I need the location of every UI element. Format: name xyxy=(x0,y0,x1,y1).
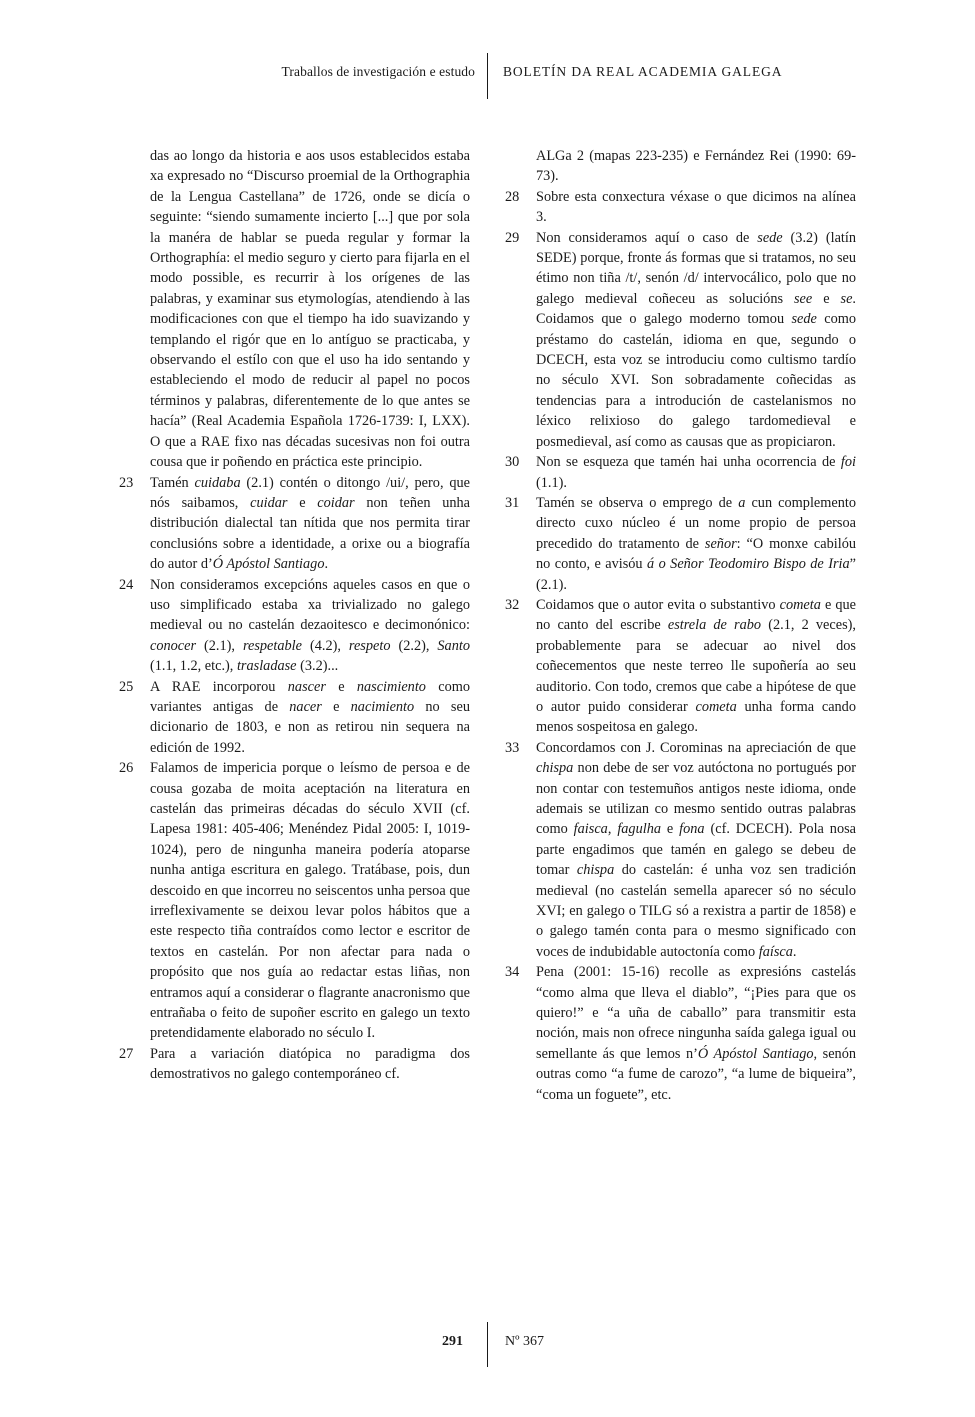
footnote-26 xyxy=(116,758,470,1044)
footnote-number: 28 xyxy=(505,188,520,205)
footnote-32 xyxy=(502,595,856,738)
italic-term: nacimiento xyxy=(350,698,415,715)
footnote-text: : “O monxe cabilóu no conto, e avisóu xyxy=(536,535,857,573)
footnote-list-left xyxy=(116,473,470,1085)
footnote-text: e xyxy=(321,698,351,715)
italic-term: nascimiento xyxy=(356,678,426,695)
footnote-text: cun complemento directo cuxo núcleo é un nome propio de persoa precedido do tratamento de xyxy=(536,494,856,552)
italic-term: sede xyxy=(791,311,817,328)
footnote-text: Pena (2001: 15-16) recolle as expresións castelás “como alma que lleva el diablo”, “¡Pies para que os quiero!” e “a uña de caballo” para transmitir esta noción, mais non ofrece ningunha saída galega igual ou semellante ás que lemos n’ xyxy=(536,964,856,1062)
footnote-text: (4.2), xyxy=(302,637,349,654)
footnote-number: 31 xyxy=(505,494,520,511)
footnote-number: 34 xyxy=(505,964,520,981)
footnote-text: Sobre esta conxectura véxase o que dicimos na alínea 3. xyxy=(536,188,856,226)
italic-term: trasladase xyxy=(236,658,297,675)
footnote-text: e xyxy=(661,821,680,838)
footnote-number: 25 xyxy=(119,678,134,695)
footnote-text: como préstamo do castelán, idioma en que, segundo o DCECH, esta voz se introduciu como cultismo tardío no século XVI. Son sobradamente coñecidas as tendencias para a introdución de castelanismos no léxico relixioso do galego tardomedieval e posmedieval, así como as causas que as propiciaron. xyxy=(536,311,857,450)
footnote-text: (2.1), xyxy=(196,637,243,654)
footnote-number: 30 xyxy=(505,454,520,471)
footnote-number: 23 xyxy=(119,474,134,491)
footnote-text: . xyxy=(324,556,329,573)
footnote-number: 24 xyxy=(119,576,134,593)
italic-term: cuidar xyxy=(250,494,288,511)
footnote-text: Non consideramos aquí o caso de xyxy=(536,229,758,246)
italic-term: a xyxy=(738,494,746,511)
italic-term: fona xyxy=(679,821,705,838)
footnote-text: ” (2.1). xyxy=(536,556,856,593)
footnote-29 xyxy=(502,228,856,452)
footnote-27 xyxy=(116,1044,470,1085)
issue-number: Nº 367 xyxy=(505,1334,544,1349)
footnote-number: 27 xyxy=(119,1045,134,1062)
footnote-30 xyxy=(502,452,856,493)
footnote-text: e xyxy=(325,678,357,695)
footnote-text: (2.1, 2 veces), probablemente para se adecuar ao nivel dos coñecementos que neste terreo lle supoñería ao seu auditorio. Con todo, cremos que cabe a hipótese de que o autor puido considerar xyxy=(536,617,856,715)
italic-term: respeto xyxy=(348,637,391,654)
footnote-text: . xyxy=(792,943,797,960)
italic-term: Santo xyxy=(437,637,470,654)
italic-term: Ó Apóstol Santiago xyxy=(212,556,325,573)
footer-divider xyxy=(487,1322,488,1367)
running-header-section: Traballos de investigación e estudo xyxy=(281,64,475,79)
footnote-text: , xyxy=(607,821,618,838)
italic-term: se xyxy=(840,290,853,307)
footnote-text: Non se esqueza que tamén hai unha ocorrencia de xyxy=(536,454,841,471)
page-number: 291 xyxy=(442,1334,463,1349)
italic-term: cuidaba xyxy=(194,474,241,491)
italic-term: cometa xyxy=(695,698,737,715)
italic-term: nascer xyxy=(287,678,326,695)
footnote-text: (2.2), xyxy=(390,637,438,654)
italic-term: faisca xyxy=(573,821,608,838)
italic-term: foi xyxy=(840,454,856,471)
footnote-28 xyxy=(502,187,856,228)
italic-term: á o Señor Teodomiro Bispo de Iria xyxy=(647,556,850,573)
footnote-text: e que no canto del escribe xyxy=(536,596,857,634)
footnote-text: non debe de ser voz autóctona no portugués por non contar con testemuños antigos neste idioma, onde ademais se utilizan co mesmo sentido outras palabras como xyxy=(536,760,856,838)
footnote-text: (3.2)... xyxy=(296,658,339,675)
footnote-text: (1.1, 1.2, etc.), xyxy=(150,658,237,675)
footnote-text: Tamén xyxy=(150,474,195,491)
italic-term: sede xyxy=(757,229,783,246)
footnote-continuation: das ao longo da historia e aos usos establecidos estaba xa expresado no “Discurso proemial de la Orthographia de la Lengua Castellana” de 1726, onde se dicía o seguinte: “siendo sumamente incierto [...] que por sola la manéra de hablar se pueda regular y formar la Orthographía: el medio seguro y cierto para fijarla en el modo possible, es recurrir à los orígenes de las palabras, y examinar sus etymologías, atendiendo à las modificaciones con que el tiempo ha ido suavizando y templando el rigór que en lo antíguo se practicaba, y observando el estílo con que el uso ha ido sentando y estableciendo el modo de reducir al papel no pocos términos y palabras, diferentemente de lo que antes se hacía” (Real Academia Española 1726-1739: I, LXX). O que a RAE fixo nas décadas sucesivas non foi outra cousa que ir poñendo en práctica este principio. xyxy=(150,148,470,471)
italic-term: chispa xyxy=(536,760,574,777)
footnote-text: Coidamos que o autor evita o substantivo xyxy=(536,596,780,613)
footnote-text: Tamén se observa o emprego de xyxy=(536,494,739,511)
footnote-text: A RAE incorporou xyxy=(150,678,288,695)
footnote-text: (cf. DCECH). Pola nosa parte engadimos que tamén en galego se debeu de tomar xyxy=(536,821,857,879)
running-header-journal: BOLETÍN DA REAL ACADEMIA GALEGA xyxy=(503,64,783,79)
footnote-25 xyxy=(116,677,470,759)
footnote-number: 32 xyxy=(505,596,520,613)
italic-term: coidar xyxy=(317,494,355,511)
footnote-text: non teñen unha distribución dialectal tan nítida que nos permita tirar conclusións sobre a identidade, a orixe ou a biografía do autor d’ xyxy=(150,494,471,573)
footnote-text: unha forma cando menos sospeitosa en galego. xyxy=(536,698,856,736)
footnote-continuation: ALGa 2 (mapas 223-235) e Fernández Rei (1990: 69-73). xyxy=(536,148,856,185)
footnote-33 xyxy=(502,738,856,962)
footnote-31 xyxy=(502,493,856,595)
footnote-text: . Coidamos que o galego moderno tomou xyxy=(536,290,856,328)
footnote-text: e xyxy=(287,494,318,511)
italic-term: señor xyxy=(704,535,737,552)
footnotes-right-column xyxy=(502,146,856,1105)
footnote-text: e xyxy=(812,290,841,307)
footnote-text: (3.2) (latín SEDE) porque, fronte ás formas que si tratamos, no seu étimo non tiña /t/, senón /d/ intervocálico, polo que no galego medieval coñeceu as solucións xyxy=(536,229,857,307)
footnote-list-right xyxy=(502,187,856,1105)
footnote-24 xyxy=(116,575,470,677)
footnote-text: como variantes antigas de xyxy=(150,678,470,715)
italic-term: chispa xyxy=(576,862,615,879)
italic-term: nacer xyxy=(289,698,322,715)
footnote-text: Concordamos con J. Corominas na apreciación de que xyxy=(536,739,856,756)
footnote-text: do castelán: é unha voz sen tradición medieval (no castelán semella aparecer só no século XVI; en galego o TILG só a rexistra a partir de 1858) e o galego tamén conta para o mesmo significado con voces de indubidable autoctonía como xyxy=(536,862,856,960)
footnote-number: 33 xyxy=(505,739,520,756)
italic-term: conocer xyxy=(150,637,197,654)
footnote-34 xyxy=(502,962,856,1105)
italic-term: Ó Apóstol Santiago xyxy=(697,1045,814,1062)
footnote-text: (2.1) contén o ditongo /ui/, pero, que nós saibamos, xyxy=(150,474,470,511)
header-divider xyxy=(487,53,488,99)
italic-term: cometa xyxy=(779,596,821,613)
footnote-text: Para a variación diatópica no paradigma dos demostrativos no galego contemporáneo cf. xyxy=(150,1045,470,1083)
footnote-text: (1.1). xyxy=(536,474,567,491)
footnote-number: 26 xyxy=(119,760,134,777)
italic-term: fagulha xyxy=(617,821,661,838)
footnote-number: 29 xyxy=(505,229,520,246)
italic-term: faísca xyxy=(758,943,793,960)
footnote-text: Falamos de impericia porque o leísmo de persoa e de cousa gozaba de moita aceptación na literatura en castelán das primeiras décadas do século XVII (cf. Lapesa 1981: 405-406; Menéndez Pidal 2005: I, 1019-1024), pero de ningunha maneira podería atoparse nunha antiga escritura en galego. Tratábase, pois, dun descoido en que incorreu no seiscentos unha persoa que irreflexivamente se deixou levar polos hábitos que a este respecto tiña contraídos como lector e escritor de textos en castelán. Por non afectar para nada o propósito que nos guía ao redactar estas liñas, non entramos aquí a considerar o flagrante anacronismo que entrañaba o feito de supoñer escrito en galego un texto pretendidamente elaborado no século I. xyxy=(150,760,470,1042)
italic-term: see xyxy=(793,290,813,307)
italic-term: estrela de rabo xyxy=(667,617,762,634)
footnote-text: , senón outras como “a fume de carozo”, “a lume de biqueira”, “coma un foguete”, etc. xyxy=(536,1045,856,1103)
footnote-text: Non consideramos excepcións aqueles casos en que o uso simplificado estaba xa trivializado no galego medieval ou no castelán dezaoitesco e decimonónico: xyxy=(150,576,470,634)
footnote-text: no seu dicionario de 1803, e non as retirou nin sequera na edición de 1992. xyxy=(150,698,470,756)
footnote-23 xyxy=(116,473,470,575)
italic-term: respetable xyxy=(242,637,302,654)
footnotes-left-column xyxy=(116,146,470,1085)
